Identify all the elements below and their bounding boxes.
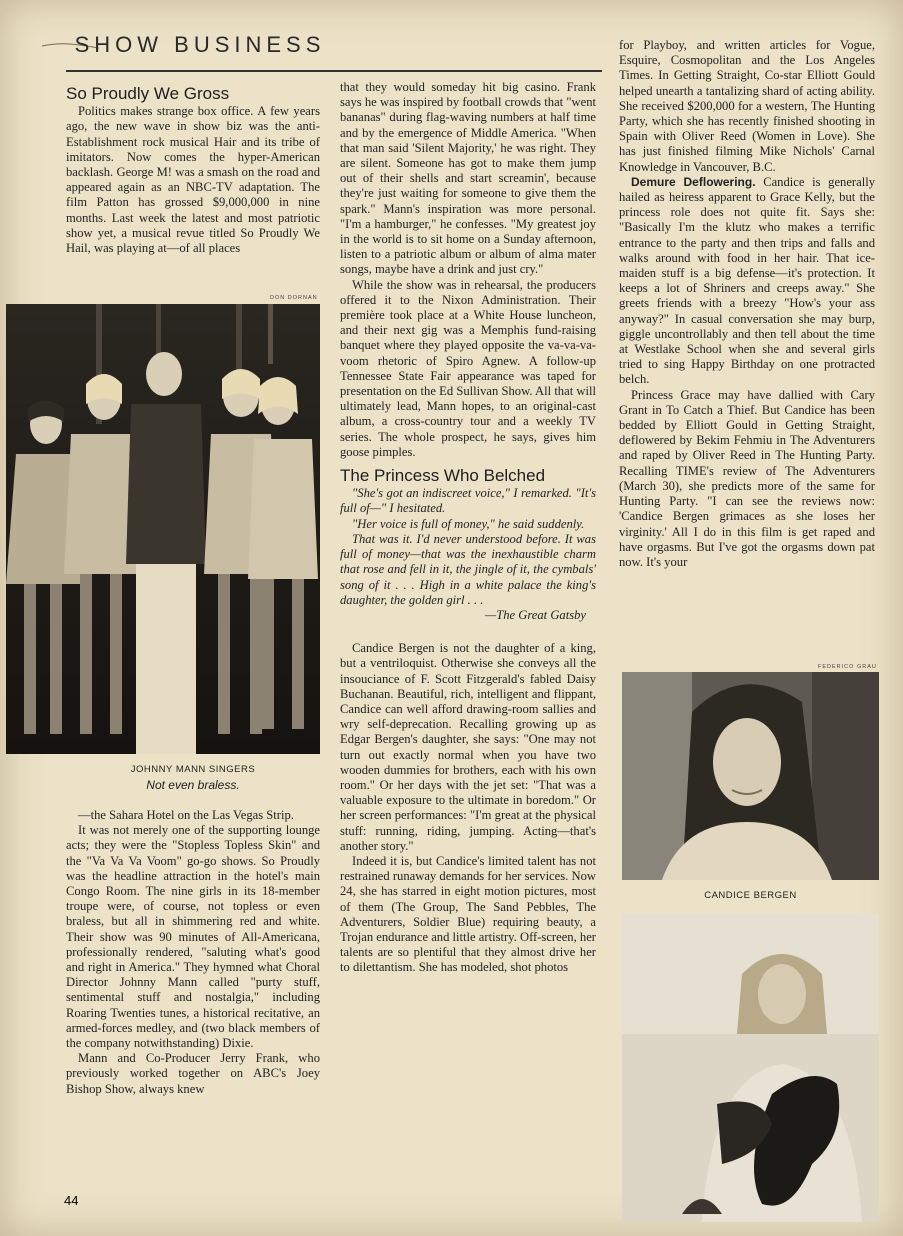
candice-bergen-portrait-photo — [622, 672, 879, 880]
article-2-headline: The Princess Who Belched — [340, 466, 546, 486]
article-1-paragraph: —the Sahara Hotel on the Las Vegas Strip. — [78, 808, 294, 822]
photo-2-caption-title: CANDICE BERGEN — [704, 890, 797, 901]
article-2-paragraph: Indeed it is, but Candice's limited talent has not restrained runaway demands for her services. Now 24, she has starred in eight motion pictures, most of them (The Group, The Sand Pebbles, The Adventurers, Soldier Blue) requiring beauty, a Trojan endurance and little artistry. Off-screen, her talents are so plentiful that they almost drive her to dilettantism. She has modeled, shot photos — [340, 853, 596, 975]
photo-credit: FEDERICO GRAU — [818, 664, 877, 670]
epigraph-source: —The Great Gatsby — [485, 607, 586, 622]
photo-1-caption-title: JOHNNY MANN SINGERS — [130, 764, 256, 775]
article-1-paragraph: Politics makes strange box office. A few years ago, the new wave in show biz was the anti-Establishment rock musical Hair and its tribe of imitators. Now comes the hyper-American backlash. George M! was a smash on the road and appeared again as an NBC-TV adaptation. The film Patton has grossed $9,000,000 in nine months. Last week the latest and most patriotic show yet, a musical revue titled So Proudly We Hail, was playing at—of all places — [66, 104, 320, 256]
epigraph — [340, 486, 596, 623]
article-1-paragraph: Mann and Co-Producer Jerry Frank, who previously worked together on ABC's Joey Bishop Show, always knew — [66, 1051, 320, 1096]
photo-credit: DON DORNAN — [270, 295, 318, 301]
article-1-paragraph: that they would someday hit big casino. Frank says he was inspired by football crowds that "went bananas" during flag-waving numbers at half time and by the emergence of Middle America. "When that man said 'Silent Majority,' he was right. They are silent. Someone has got to make them jump out of their shells and start screamin', because they're just waiting for someone to give them the spark." Mann's inspiration was more personal. "I'm a hamburger," he confesses. "My greatest joy in the world is to sit home on a Sunday afternoon, listen to a patriotic album or album of alma mater songs, maybe have a drink and just cry." — [340, 80, 596, 277]
candice-bergen-dog-photo — [622, 914, 879, 1222]
section-title: SHOW BUSINESS — [74, 32, 326, 57]
photo-1-caption-subtitle: Not even braless. — [146, 778, 240, 792]
photo-2-caption — [622, 890, 879, 901]
subhead: Demure Deflowering. — [631, 174, 756, 189]
article-1-paragraph: While the show was in rehearsal, the producers offered it to the Nixon Administration. Their première took place at a White House luncheon, and their next gig was a Memphis fund-raising banquet where they played opposite the va-va-va-voom rhetoric of Spiro Agnew. A follow-up Tennessee State Fair appearance was taped for presentation on the Ed Sullivan Show. All that will ultimately lead, Mann hopes, to an original-cast album, a cross-country tour and a weekly TV series. The whole prospect, he says, gives him goose pimples. — [340, 277, 596, 459]
epigraph-line: "Her voice is full of money," he said suddenly. — [352, 516, 585, 531]
article-2-paragraph: Candice is generally hailed as heiress apparent to Grace Kelly, but the princess role does not quite fit. Says she: "Basically I'm the klutz who makes a terrific entrance to the party and then trips and falls and walks around with food in her hair. That ice-maiden stuff is a big defense—it's protection. It keeps a lot of Shriners and creeps away." She greets friends with a breezy "How's your ass anyway?" In casual conversation she may burp, giggle uncontrollably and then tell about the time at Westlake School when she and several girls tried to sing Happy Birthday on one protracted belch. — [619, 174, 875, 387]
column-1-bottom — [66, 808, 320, 1097]
page-number: 44 — [64, 1193, 79, 1208]
article-2-paragraph: for Playboy, and written articles for Vogue, Esquire, Cosmopolitan and the Los Angeles Times. In Getting Straight, Co-star Elliott Gould helped unearth a tantalizing shard of acting ability. She received $200,000 for a western, The Hunting Party, which she has recently finished shooting in Spain with Oliver Reed (Women in Love). She has just finished filming Mike Nichols' Carnal Knowledge in Vancouver, B.C. — [619, 38, 875, 174]
johnny-mann-singers-photo — [6, 304, 320, 754]
article-1-paragraph: It was not merely one of the supporting lounge acts; they were the "Stopless Topless Skin" and the "Va Va Va Voom" go-go shows. So Proudly was the headline attraction in the hotel's main Congo Room. The nine girls in its 18-member troupe were, of course, not topless or even braless, but all in shimmering red and white. Their show was 90 minutes of All-Americana, professionally rendered, "saluting what's good and right in America." They hymned what Choral Director Johnny Mann called "purty stuff, sentimental stuff and nostalgia," including Roaring Twenties tunes, a historical recitative, an armed-forces medley, and (two black members of the company notwithstanding) Dixie. — [66, 823, 320, 1051]
article-2-paragraph: Candice Bergen is not the daughter of a king, but a ventriloquist. Otherwise she conveys all the insouciance of F. Scott Fitzgerald's fabled Daisy Buchanan. Beautiful, rich, intelligent and flippant, Candice can well afford drawing-room sallies and wry self-deprecation. Recalling growing up as Edgar Bergen's daughter, she says: "One may not turn out exactly normal when you have two wooden dummies for brothers, each with his own room." Or her days with the jet set: "That was a valuable exposure to the ultimate in boredom." Or her screen performances: "I'm great at the physical stuff: running, riding, jumping. Acting—that's another story." — [340, 641, 596, 853]
column-1-top — [66, 86, 320, 256]
epigraph-line: That was it. I'd never understood before. It was full of money—that was the inexhaustible charm that rose and fell in it, the jingle of it, the cymbals' song of it . . . High in a white palace the king's daughter, the golden girl . . . — [340, 531, 596, 607]
header-rule — [66, 70, 602, 72]
photo-1-caption — [66, 764, 320, 792]
epigraph-line: "She's got an indiscreet voice," I remarked. "It's full of—" I hesitated. — [340, 486, 596, 516]
column-3 — [619, 38, 875, 570]
column-2 — [340, 80, 596, 976]
article-1-headline: So Proudly We Gross — [66, 84, 230, 103]
article-2-paragraph: Princess Grace may have dallied with Cary Grant in To Catch a Thief. But Candice has been bedded by Elliott Gould in Getting Straight, deflowered by Bekim Fehmiu in The Adventurers and raped by Oliver Reed in The Hunting Party. Recalling TIME's review of The Adventurers (March 30), she predicts more of the same for Hunting Party. "I can see the reviews now: 'Candice Bergen grimaces as she loses her virginity.' All I do in this film is get raped and have orgasms. But I've got the orgasms down pat now. It's your — [619, 387, 875, 569]
section-header — [66, 32, 334, 58]
